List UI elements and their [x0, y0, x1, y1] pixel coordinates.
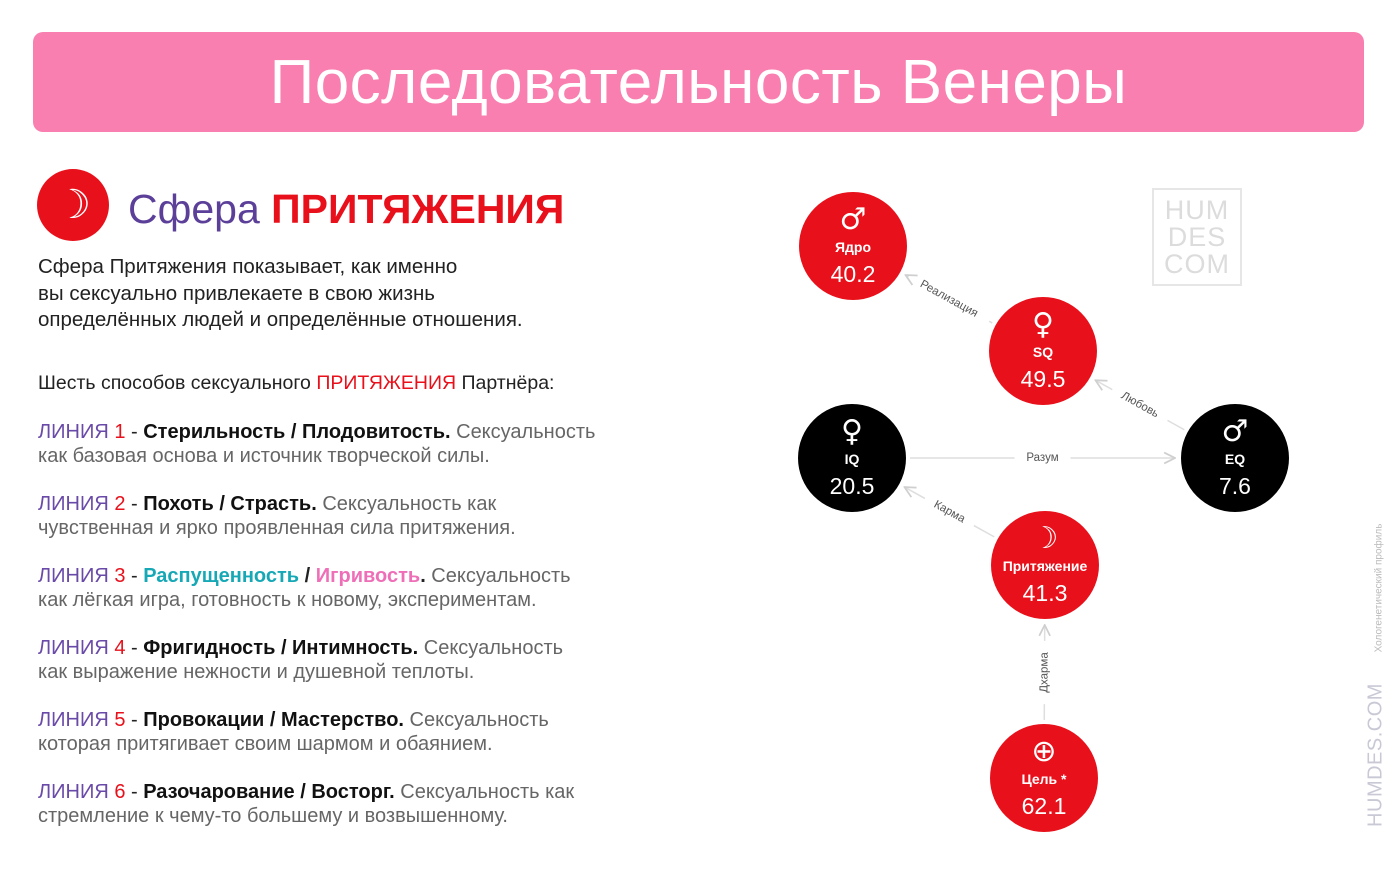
- node-name: Цель *: [1021, 771, 1067, 787]
- edge-arrow: [904, 487, 924, 498]
- edge-goal-attraction: [1038, 625, 1050, 720]
- node-value: 40.2: [830, 261, 876, 287]
- edge-line: [974, 526, 994, 537]
- line-keyword: .: [420, 565, 426, 587]
- line-separator: -: [125, 565, 144, 587]
- node-name: IQ: [844, 451, 860, 467]
- venus-icon: ♀: [1032, 307, 1054, 342]
- node-name: EQ: [1224, 451, 1246, 467]
- line-description-cont: которая притягивает своим шармом и обаянием.: [38, 733, 493, 755]
- side-caption: Хологенетический профиль: [1373, 523, 1385, 653]
- watermark-line: HUM: [1164, 194, 1230, 225]
- line-separator: -: [125, 637, 144, 659]
- line-number: 3: [114, 565, 126, 587]
- node-value: 41.3: [1022, 580, 1068, 606]
- description-line: вы сексуально привлекаете в свою жизнь: [38, 281, 435, 305]
- edge-label: Любовь: [1118, 389, 1161, 421]
- node-sq: [989, 297, 1097, 405]
- line-description: Сексуальность: [418, 637, 564, 659]
- line-description-cont: стремление к чему-то большему и возвышенному.: [38, 805, 508, 827]
- mars-icon: ♂: [839, 202, 867, 237]
- line-number: 4: [114, 637, 126, 659]
- node-core: [799, 192, 907, 300]
- edge-label: Реализация: [917, 278, 980, 320]
- edge-sq-core: [906, 275, 993, 323]
- earth-icon: ⊕: [1031, 734, 1057, 769]
- mars-icon: ♂: [1221, 414, 1249, 449]
- node-iq: [798, 404, 906, 512]
- page-title: Последовательность Венеры: [269, 47, 1128, 117]
- venus-icon: ♀: [841, 414, 863, 449]
- watermark-line: COM: [1164, 248, 1230, 279]
- edge-arrow: [906, 275, 909, 277]
- line-number: 6: [114, 781, 126, 803]
- line-number: 5: [114, 709, 126, 731]
- edge-attraction-iq: [904, 487, 994, 537]
- line-description-cont: как выражение нежности и душевной теплоты.: [38, 661, 475, 683]
- line-description-cont: чувственная и ярко проявленная сила притяжения.: [38, 517, 516, 539]
- line-keyword: Игривость: [315, 565, 421, 587]
- edge-label: Карма: [931, 498, 968, 526]
- line-keyword: /: [299, 565, 316, 587]
- line-description: Сексуальность: [425, 565, 571, 587]
- line-keyword: Стерильность / Плодовитость.: [143, 421, 451, 443]
- line-keyword: Распущенность: [143, 565, 300, 587]
- crescent-moon-icon: ☽: [1031, 521, 1059, 556]
- line-description: Сексуальность: [404, 709, 549, 731]
- edge-label: Разум: [1026, 452, 1059, 465]
- line-label: ЛИНИЯ: [38, 637, 109, 659]
- line-label: ЛИНИЯ: [38, 709, 109, 731]
- line-description-cont: как базовая основа и источник творческой силы.: [38, 445, 490, 467]
- line-keyword: Разочарование / Восторг.: [143, 781, 395, 803]
- edge-iq-eq: [910, 452, 1175, 464]
- line-separator: -: [125, 493, 144, 515]
- sphere-title-word1: Сфера: [128, 186, 260, 232]
- edge-arrow: [1095, 380, 1112, 389]
- description-line: определённых людей и определённые отношения.: [38, 308, 523, 331]
- line-separator: -: [125, 421, 144, 443]
- line-separator: -: [125, 781, 144, 803]
- node-value: 20.5: [829, 473, 875, 499]
- line-label: ЛИНИЯ: [38, 565, 109, 587]
- edge-line: [989, 321, 992, 323]
- node-eq: [1181, 404, 1289, 512]
- description-line: Сфера Притяжения показывает, как именно: [38, 255, 458, 278]
- edge-eq-sq: [1095, 380, 1184, 430]
- line-description: Сексуальность как: [316, 493, 497, 515]
- node-attraction: [991, 511, 1099, 619]
- line-keyword: Похоть / Страсть.: [143, 493, 317, 515]
- line-number: 2: [114, 493, 126, 515]
- line-number: 1: [114, 421, 126, 443]
- line-description: Сексуальность как: [394, 781, 575, 803]
- line-keyword: Фригидность / Интимность.: [143, 637, 419, 659]
- node-value: 62.1: [1021, 793, 1067, 819]
- line-label: ЛИНИЯ: [38, 421, 109, 443]
- node-name: Притяжение: [1002, 558, 1088, 574]
- node-name: SQ: [1032, 344, 1054, 360]
- line-separator: -: [125, 709, 144, 731]
- edge-line: [1167, 420, 1184, 429]
- node-value: 49.5: [1020, 366, 1066, 392]
- sphere-symbol: ☽: [55, 182, 91, 228]
- ways-heading-highlight: ПРИТЯЖЕНИЯ: [316, 372, 457, 394]
- side-site-name: HUMDES.COM: [1364, 683, 1387, 827]
- edge-label: Дхарма: [1038, 652, 1051, 693]
- line-description-cont: как лёгкая игра, готовность к новому, экспериментам.: [38, 589, 537, 611]
- ways-heading-before: Шесть способов сексуального: [38, 372, 317, 394]
- line-keyword: Провокации / Мастерство.: [143, 709, 404, 731]
- sphere-title-word2: ПРИТЯЖЕНИЯ: [271, 186, 565, 232]
- node-name: Ядро: [834, 239, 872, 255]
- line-label: ЛИНИЯ: [38, 781, 109, 803]
- line-description: Сексуальность: [450, 421, 596, 443]
- ways-heading-after: Партнёра:: [456, 372, 555, 394]
- node-value: 7.6: [1219, 473, 1251, 499]
- node-goal: [990, 724, 1098, 832]
- line-label: ЛИНИЯ: [38, 493, 109, 515]
- watermark-line: DES: [1167, 221, 1227, 252]
